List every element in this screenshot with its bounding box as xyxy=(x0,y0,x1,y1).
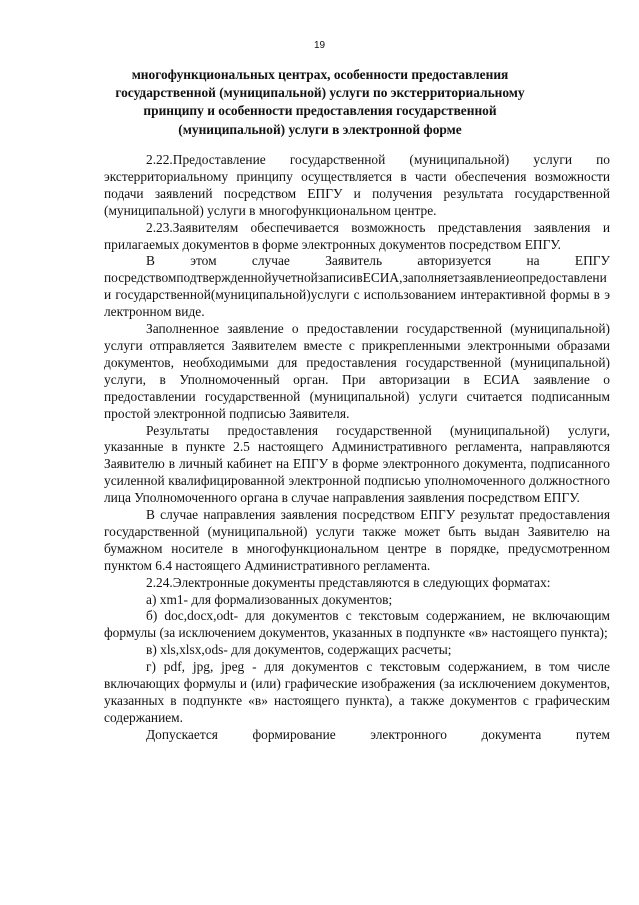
list-item-a: а) xm1- для формализованных документов; xyxy=(146,591,393,607)
list-item-g: г) pdf, jpg, jpeg - для документов с текстовым содержанием, в том числе включающих формулы и (или) графические изображения (за исключением документов, указанных в подпункте «в» настоящего пункта), а также документов с графическим содержанием. xyxy=(104,659,610,725)
paragraph-authorization: В этом случае Заявитель авторизуется на ЕПГУ xyxy=(146,253,610,269)
paragraph-2-22: 2.22.Предоставление государственной (муниципальной) услуги по экстерриториальному принципу осуществляется в части обеспечения возможности подачи заявлений посредством ЕПГУ и получения результата государственной (муниципальной) услуги в многофункциональном центре. xyxy=(104,152,610,218)
list-item-b: б) doc,docx,odt- для документов с текстовым содержанием, не включающим формулы (за исключением документов, указанных в подпункте «в» настоящего пункта); xyxy=(104,608,610,641)
paragraph-results: Результаты предоставления государственной (муниципальной) услуги, указанные в пункте 2.5 настоящего Административного регламента, направляются Заявителю в личный кабинет на ЕПГУ в форме электронного документа, подписанного усиленной квалифицированной электронной подписью уполномоченного должностного лица Уполномоченного органа в случае направления заявления посредством ЕПГУ. xyxy=(104,422,610,506)
paragraph-paper-result: В случае направления заявления посредством ЕПГУ результат предоставления государственной (муниципальной) услуги также может быть выдан Заявителю на бумажном носителе в многофункциональном центре в порядке, предусмотренном пунктом 6.4 настоящего Административного регламента. xyxy=(104,507,610,573)
document-body xyxy=(104,152,610,744)
section-heading xyxy=(100,66,540,139)
paragraph-authorization-continued: посредствомподтвержденнойучетнойзаписивЕСИА,заполняетзаявлениеопредоставлении государственной(муниципальной)услуги с использованием интерактивной формы в электронном виде. xyxy=(104,270,610,320)
heading-line: многофункциональных центрах, особенности предоставления xyxy=(131,67,509,82)
paragraph-filled-application: Заполненное заявление о предоставлении государственной (муниципальной) услуги отправляется Заявителем вместе с прикрепленными электронными образами документов, необходимыми для предоставления государственной (муниципальной) услуги, в Уполномоченный орган. При авторизации в ЕСИА заявление о предоставлении государственной (муниципальной) услуги считается подписанным простой электронной подписью Заявителя. xyxy=(104,321,610,421)
paragraph-2-23: 2.23.Заявителям обеспечивается возможность представления заявления и прилагаемых документов в форме электронных документов посредством ЕПГУ. xyxy=(104,219,610,252)
list-item-v: в) xls,xlsx,ods- для документов, содержащих расчеты; xyxy=(146,642,452,658)
heading-line: (муниципальной) услуги в электронной форме xyxy=(178,121,462,137)
page-number: 19 xyxy=(313,40,326,51)
heading-line: принципу и особенности предоставления государственной xyxy=(143,103,497,119)
heading-line: государственной (муниципальной) услуги по экстерриториальному xyxy=(115,85,525,101)
paragraph-allowed: Допускается формирование электронного документа путем xyxy=(146,726,610,742)
paragraph-2-24: 2.24.Электронные документы представляются в следующих форматах: xyxy=(146,574,551,590)
